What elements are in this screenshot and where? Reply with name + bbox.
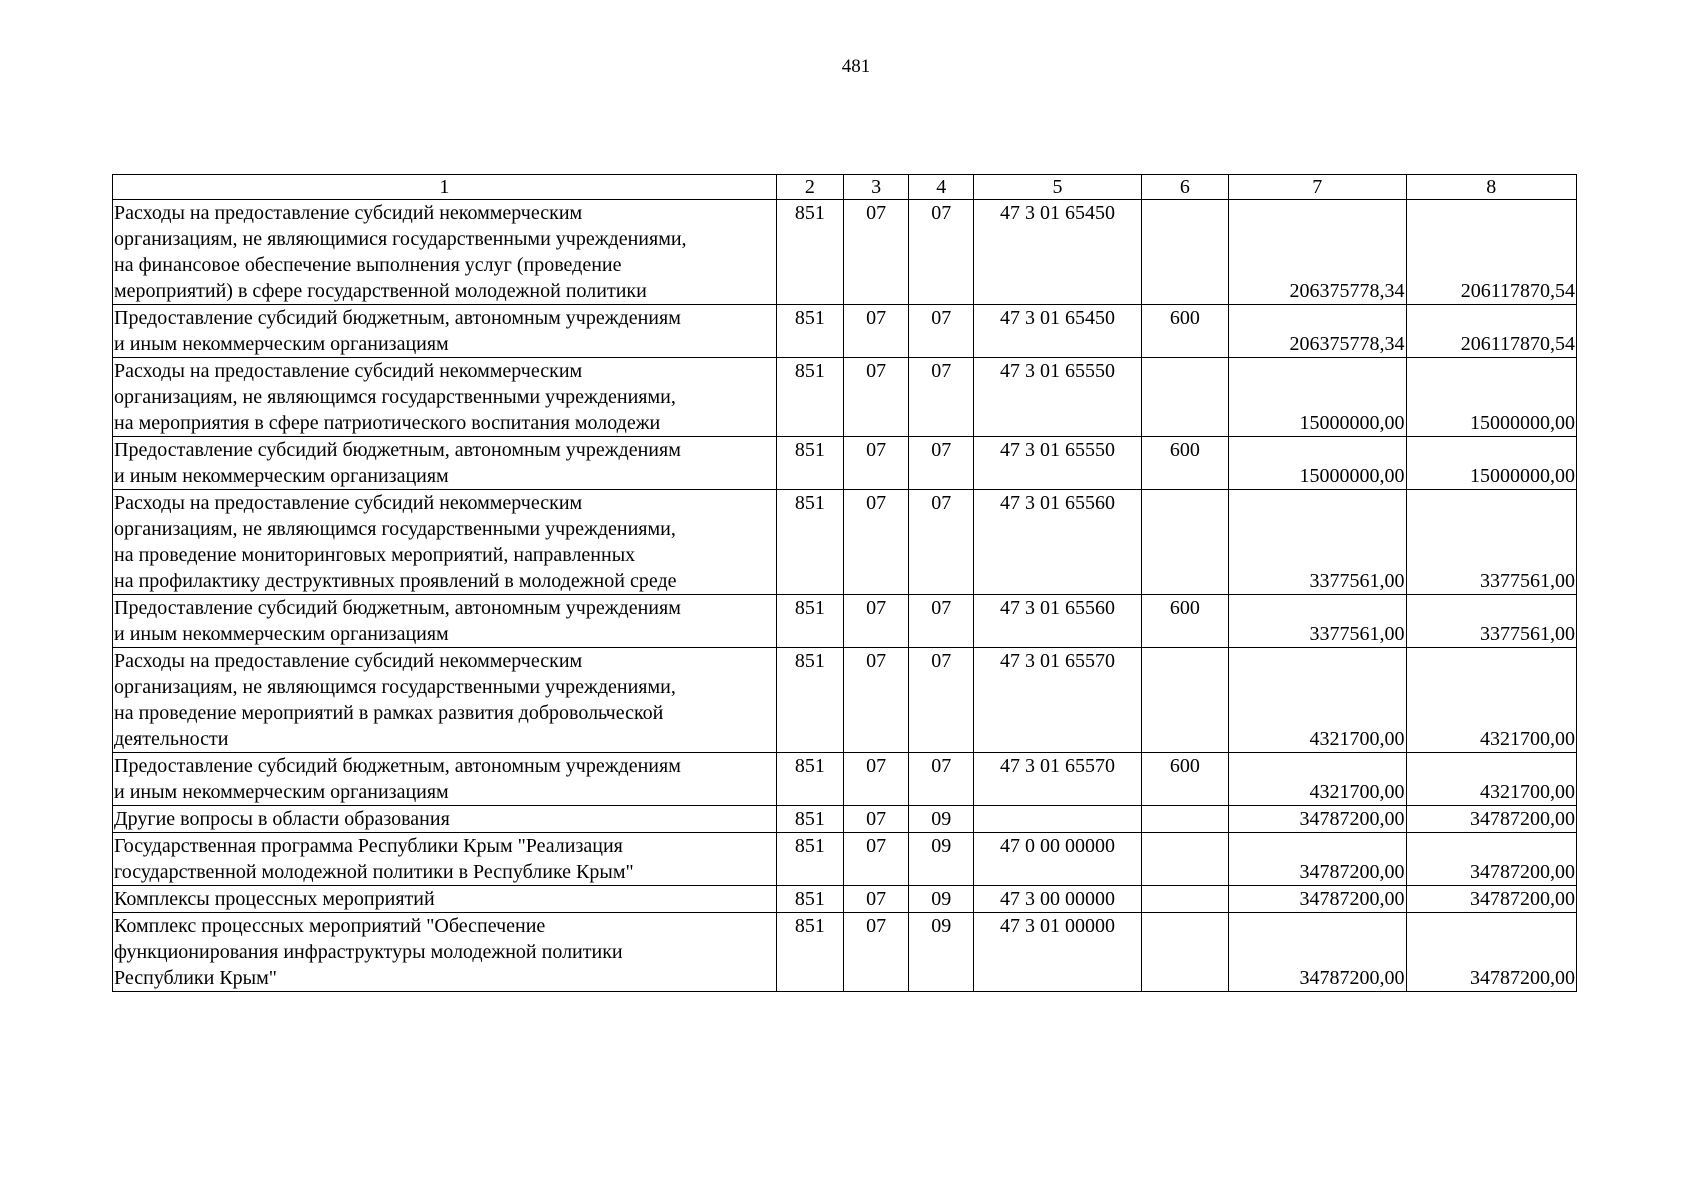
ministry-code-cell: 851 [776,648,843,753]
row-name-cell: Предоставление субсидий бюджетным, автономным учреждениям и иным некоммерческим организациям [113,753,777,806]
table-row [113,490,1577,595]
expense-type-cell: 600 [1141,305,1228,358]
expense-type-cell [1141,200,1228,305]
row-name-cell: Комплексы процессных мероприятий [113,886,777,913]
amount-col7-cell: 206375778,34 [1229,305,1406,358]
target-article-cell: 47 3 01 65560 [974,490,1141,595]
subsection-code-cell: 07 [909,200,974,305]
expense-type-cell: 600 [1141,753,1228,806]
table-row [113,886,1577,913]
column-header: 3 [843,175,908,200]
target-article-cell: 47 3 01 65450 [974,305,1141,358]
expense-type-cell: 600 [1141,437,1228,490]
amount-col8-cell: 4321700,00 [1406,753,1577,806]
target-article-cell: 47 3 01 65560 [974,595,1141,648]
section-code-cell: 07 [843,437,908,490]
expense-type-cell: 600 [1141,595,1228,648]
row-name-cell: Предоставление субсидий бюджетным, автономным учреждениям и иным некоммерческим организациям [113,595,777,648]
target-article-cell: 47 0 00 00000 [974,833,1141,886]
column-header: 8 [1406,175,1577,200]
amount-col7-cell: 3377561,00 [1229,595,1406,648]
column-header: 2 [776,175,843,200]
ministry-code-cell: 851 [776,200,843,305]
table-row [113,437,1577,490]
table-row [113,305,1577,358]
ministry-code-cell: 851 [776,806,843,833]
column-header: 4 [909,175,974,200]
table-row [113,753,1577,806]
target-article-cell: 47 3 00 00000 [974,886,1141,913]
row-name-cell: Предоставление субсидий бюджетным, автономным учреждениям и иным некоммерческим организациям [113,305,777,358]
subsection-code-cell: 07 [909,648,974,753]
table-row [113,595,1577,648]
expense-type-cell [1141,490,1228,595]
subsection-code-cell: 07 [909,753,974,806]
ministry-code-cell: 851 [776,595,843,648]
expense-type-cell [1141,886,1228,913]
subsection-code-cell: 07 [909,358,974,437]
amount-col8-cell: 34787200,00 [1406,886,1577,913]
amount-col8-cell: 3377561,00 [1406,595,1577,648]
row-name-cell: Расходы на предоставление субсидий некоммерческим организациям, не являющимся государственными учреждениями, на проведение мероприятий в рамках развития добровольческой деятельности [113,648,777,753]
expense-type-cell [1141,913,1228,992]
amount-col8-cell: 34787200,00 [1406,833,1577,886]
target-article-cell: 47 3 01 65550 [974,358,1141,437]
amount-col8-cell: 206117870,54 [1406,200,1577,305]
target-article-cell: 47 3 01 65570 [974,753,1141,806]
expense-type-cell [1141,648,1228,753]
column-number-header-row [113,175,1577,200]
row-name-cell: Предоставление субсидий бюджетным, автономным учреждениям и иным некоммерческим организациям [113,437,777,490]
section-code-cell: 07 [843,305,908,358]
section-code-cell: 07 [843,595,908,648]
table-row [113,833,1577,886]
section-code-cell: 07 [843,490,908,595]
row-name-cell: Комплекс процессных мероприятий "Обеспечение функционирования инфраструктуры молодежной политики Республики Крым" [113,913,777,992]
section-code-cell: 07 [843,200,908,305]
table-row [113,806,1577,833]
ministry-code-cell: 851 [776,753,843,806]
amount-col7-cell: 15000000,00 [1229,437,1406,490]
ministry-code-cell: 851 [776,490,843,595]
amount-col7-cell: 34787200,00 [1229,913,1406,992]
ministry-code-cell: 851 [776,358,843,437]
amount-col8-cell: 4321700,00 [1406,648,1577,753]
subsection-code-cell: 09 [909,913,974,992]
table-row [113,913,1577,992]
row-name-cell: Расходы на предоставление субсидий некоммерческим организациям, не являющимися государственными учреждениями, на финансовое обеспечение выполнения услуг (проведение мероприятий) в сфере государственной молодежной политики [113,200,777,305]
target-article-cell [974,806,1141,833]
amount-col8-cell: 206117870,54 [1406,305,1577,358]
section-code-cell: 07 [843,806,908,833]
ministry-code-cell: 851 [776,913,843,992]
target-article-cell: 47 3 01 65570 [974,648,1141,753]
subsection-code-cell: 07 [909,490,974,595]
ministry-code-cell: 851 [776,305,843,358]
amount-col7-cell: 4321700,00 [1229,648,1406,753]
subsection-code-cell: 09 [909,806,974,833]
subsection-code-cell: 09 [909,886,974,913]
table-row [113,648,1577,753]
subsection-code-cell: 09 [909,833,974,886]
subsection-code-cell: 07 [909,595,974,648]
section-code-cell: 07 [843,358,908,437]
page-number: 481 [841,56,871,77]
subsection-code-cell: 07 [909,305,974,358]
amount-col7-cell: 206375778,34 [1229,200,1406,305]
table-row [113,358,1577,437]
amount-col8-cell: 34787200,00 [1406,806,1577,833]
ministry-code-cell: 851 [776,833,843,886]
row-name-cell: Другие вопросы в области образования [113,806,777,833]
amount-col7-cell: 3377561,00 [1229,490,1406,595]
section-code-cell: 07 [843,753,908,806]
ministry-code-cell: 851 [776,437,843,490]
budget-table [112,174,1577,992]
target-article-cell: 47 3 01 65450 [974,200,1141,305]
table-body [113,200,1577,992]
target-article-cell: 47 3 01 00000 [974,913,1141,992]
column-header: 1 [113,175,777,200]
column-header: 6 [1141,175,1228,200]
amount-col8-cell: 15000000,00 [1406,358,1577,437]
ministry-code-cell: 851 [776,886,843,913]
column-header: 7 [1229,175,1406,200]
column-header: 5 [974,175,1141,200]
expense-type-cell [1141,806,1228,833]
row-name-cell: Расходы на предоставление субсидий некоммерческим организациям, не являющимся государственными учреждениями, на мероприятия в сфере патриотического воспитания молодежи [113,358,777,437]
row-name-cell: Расходы на предоставление субсидий некоммерческим организациям, не являющимся государственными учреждениями, на проведение мониторинговых мероприятий, направленных на профилактику деструктивных проявлений в молодежной среде [113,490,777,595]
target-article-cell: 47 3 01 65550 [974,437,1141,490]
section-code-cell: 07 [843,833,908,886]
amount-col7-cell: 34787200,00 [1229,833,1406,886]
subsection-code-cell: 07 [909,437,974,490]
row-name-cell: Государственная программа Республики Крым "Реализация государственной молодежной политики в Республике Крым" [113,833,777,886]
amount-col7-cell: 34787200,00 [1229,886,1406,913]
expense-type-cell [1141,833,1228,886]
table-row [113,200,1577,305]
amount-col8-cell: 34787200,00 [1406,913,1577,992]
expense-type-cell [1141,358,1228,437]
amount-col7-cell: 15000000,00 [1229,358,1406,437]
amount-col7-cell: 34787200,00 [1229,806,1406,833]
amount-col7-cell: 4321700,00 [1229,753,1406,806]
amount-col8-cell: 3377561,00 [1406,490,1577,595]
section-code-cell: 07 [843,913,908,992]
section-code-cell: 07 [843,886,908,913]
amount-col8-cell: 15000000,00 [1406,437,1577,490]
section-code-cell: 07 [843,648,908,753]
